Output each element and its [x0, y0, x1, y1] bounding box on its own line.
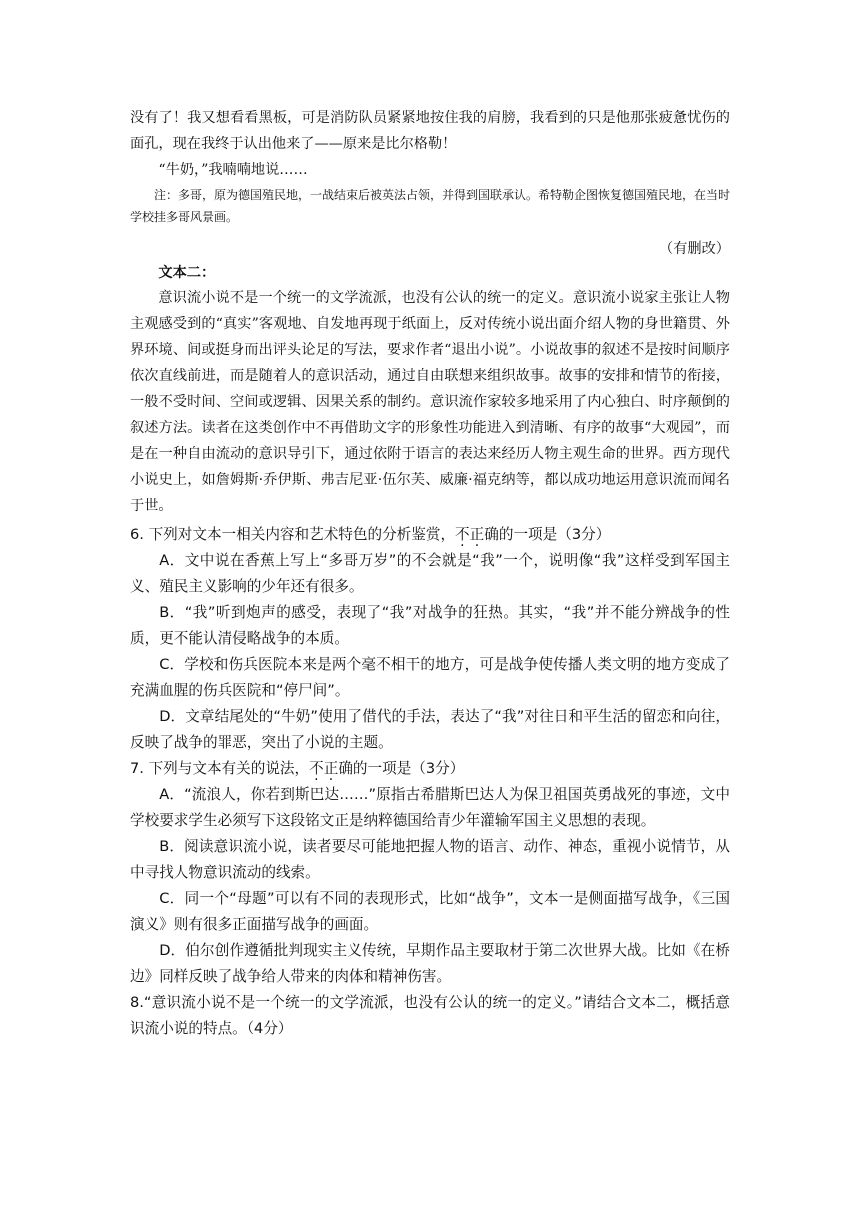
question-8: [130, 990, 730, 1042]
question-7-stem: [130, 756, 730, 782]
text1-final-paragraph: 没有了！我又想看看黑板，可是消防队员紧紧地按住我的肩膀，我看到的只是他那张疲惫忧伤的面孔，现在我终于认出他来了——原来是比尔格勒！: [130, 110, 730, 152]
question-8-stem: 8.“意识流小说不是一个统一的文学流派，也没有公认的统一的定义。”请结合文本二，概括意识流小说的特点。（4分）: [130, 994, 730, 1037]
question-6-option-b: B．“我”听到炮声的感受，表现了“我”对战争的狂热。其实，“我”并不能分辨战争的性质，更不能认清侵略战争的本质。: [130, 604, 730, 647]
question-6: [130, 522, 730, 756]
text2-body: 意识流小说不是一个统一的文学流派，也没有公认的统一的定义。意识流小说家主张让人物主观感受到的“真实”客观地、自发地再现于纸面上，反对传统小说出面介绍人物的身世籍贯、外界环境、间或挺身而出评头论足的写法，要求作者“退出小说”。小说故事的叙述不是按时间顺序依次直线前进，而是随着人的意识活动，通过自由联想来组织故事。故事的安排和情节的衔接，一般不受时间、空间或逻辑、因果关系的制约。意识流作家较多地采用了内心独白、时序颠倒的叙述方法。读者在这类创作中不再借助文字的形象性功能进入到清晰、有序的故事“大观园”，而是在一种自由流动的意识导引下，通过依附于语言的表达来经历人物主观生命的世界。西方现代小说史上，如詹姆斯·乔伊斯、弗吉尼亚·伍尔芙、威廉·福克纳等，都以成功地运用意识流而闻名于世。: [130, 290, 730, 514]
revision-note-block: [130, 238, 730, 258]
question-6-option-a: A．文中说在香蕉上写上“多哥万岁”的不会就是“我”一个，说明像“我”这样受到军国主义、殖民主义影响的少年还有很多。: [130, 552, 730, 595]
footnote-block: [130, 184, 730, 228]
question-7-option-c: C．同一个“母题”可以有不同的表现形式，比如“战争”，文本一是侧面描写战争，《三国演义》则有很多正面描写战争的画面。: [130, 890, 730, 933]
question-7: [130, 756, 730, 990]
question-6-option-d: D．文章结尾处的“牛奶”使用了借代的手法，表达了“我”对往日和平生活的留恋和向往，反映了战争的罪恶，突出了小说的主题。: [130, 708, 730, 751]
question-6-stem: [130, 522, 730, 548]
text2-heading: 文本二：: [158, 265, 216, 281]
question-6-option-c: C．学校和伤兵医院本来是两个毫不相干的地方，可是战争使传播人类文明的地方变成了充满血腥的伤兵医院和“停尸间”。: [130, 656, 730, 699]
revision-note: （有删改）: [659, 241, 730, 257]
question-7-option-a: A．“流浪人，你若到斯巴达……”原指古希腊斯巴达人为保卫祖国英勇战死的事迹，文中学校要求学生必须写下这段铭文正是纳粹德国给青少年灌输军国主义思想的表现。: [130, 786, 730, 829]
question-7-stem-start: 7. 下列与文本有关的说法，: [130, 760, 310, 777]
question-6-stem-start: 6. 下列对文本一相关内容和艺术特色的分析鉴赏，: [130, 526, 456, 543]
emphasis-dot-char: 不: [309, 760, 324, 777]
text1-dialogue: “牛奶，”我喃喃地说……: [158, 162, 308, 178]
question-6-stem-end: 确的一项是（3分）: [484, 526, 611, 543]
emphasis-dot-char: 正: [323, 760, 339, 777]
text2-section: [130, 262, 730, 519]
question-7-option-d: D．伯尔创作遵循批判现实主义传统，早期作品主要取材于第二次世界大战。比如《在桥边》同样反映了战争给人带来的肉体和精神伤害。: [130, 942, 730, 985]
question-7-option-b: B．阅读意识流小说，读者要尽可能地把握人物的语言、动作、神态，重视小说情节，从中寻找人物意识流动的线索。: [130, 838, 730, 881]
emphasis-dot-char: 正: [469, 526, 485, 543]
question-7-stem-end: 确的一项是（3分）: [338, 760, 465, 777]
text1-ending: [130, 105, 730, 183]
footnote: 注：多哥，原为德国殖民地，一战结束后被英法占领，并得到国联承认。希特勒企图恢复德国殖民地，在当时学校挂多哥风景画。: [130, 188, 731, 224]
emphasis-dot-char: 不: [455, 526, 470, 543]
